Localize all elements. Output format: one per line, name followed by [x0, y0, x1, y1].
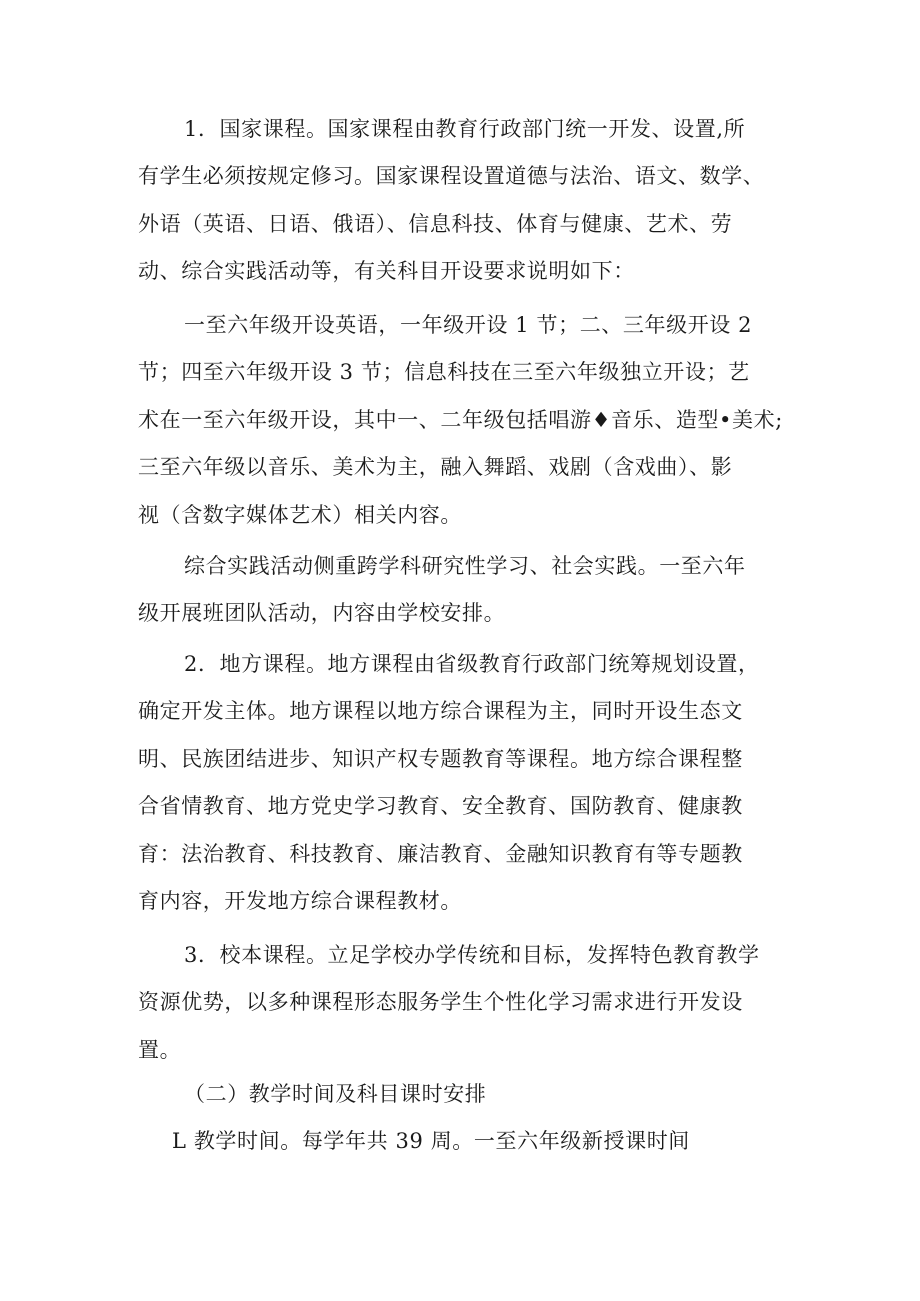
- text-line: 资源优势，以多种课程形态服务学生个性化学习需求进行开发设: [138, 990, 743, 1015]
- paragraph-english-it-arts: [138, 302, 790, 539]
- paragraph-school-curriculum: [138, 932, 790, 1074]
- text-line: 节；四至六年级开设 3 节；信息科技在三至六年级独立开设；艺: [138, 360, 750, 385]
- text-line: 育：法治教育、科技教育、廉洁教育、金融知识教育有等专题教: [138, 841, 743, 866]
- paragraph-teaching-time: [138, 1118, 790, 1165]
- text-line: 1．国家课程。国家课程由教育行政部门统一开发、设置,所: [184, 117, 746, 141]
- text-line: 级开展班团队活动，内容由学校安排。: [138, 601, 506, 626]
- text-line: 动、综合实践活动等，有关科目开设要求说明如下：: [138, 259, 635, 284]
- text-line: 有学生必须按规定修习。国家课程设置道德与法治、语文、数学、: [138, 164, 765, 189]
- text-line: 育内容，开发地方综合课程教材。: [138, 889, 462, 914]
- text-line: 合省情教育、地方党史学习教育、安全教育、国防教育、健康教: [138, 794, 743, 819]
- section-heading-teaching-time: [138, 1071, 790, 1118]
- text-line: 一至六年级开设英语，一年级开设 1 节；二、三年级开设 2: [184, 313, 753, 337]
- text-line: L 教学时间。每学年共 39 周。一至六年级新授课时间: [172, 1129, 690, 1153]
- text-line: 3．校本课程。立足学校办学传统和目标，发挥特色教育教学: [184, 943, 760, 967]
- text-line: 术在一至六年级开设，其中一、二年级包括唱游♦音乐、造型•美术;: [138, 407, 783, 432]
- paragraph-national-curriculum: [138, 106, 790, 296]
- text-line: 置。: [138, 1037, 182, 1062]
- paragraph-comprehensive-practice: [138, 543, 790, 638]
- text-line: 确定开发主体。地方课程以地方综合课程为主，同时开设生态文: [138, 699, 743, 724]
- text-line: 明、民族团结进步、知识产权专题教育等课程。地方综合课程整: [138, 746, 743, 771]
- text-line: 视（含数字媒体艺术）相关内容。: [138, 502, 462, 527]
- paragraph-local-curriculum: [138, 641, 790, 925]
- text-line: 2．地方课程。地方课程由省级教育行政部门统筹规划设置，: [184, 652, 760, 676]
- text-line: （二）教学时间及科目课时安排: [184, 1082, 487, 1106]
- text-line: 外语（英语、日语、俄语）、信息科技、体育与健康、艺术、劳: [138, 211, 733, 236]
- text-line: 三至六年级以音乐、美术为主，融入舞蹈、戏剧（含戏曲）、影: [138, 455, 733, 480]
- text-line: 综合实践活动侧重跨学科研究性学习、社会实践。一至六年: [184, 554, 746, 578]
